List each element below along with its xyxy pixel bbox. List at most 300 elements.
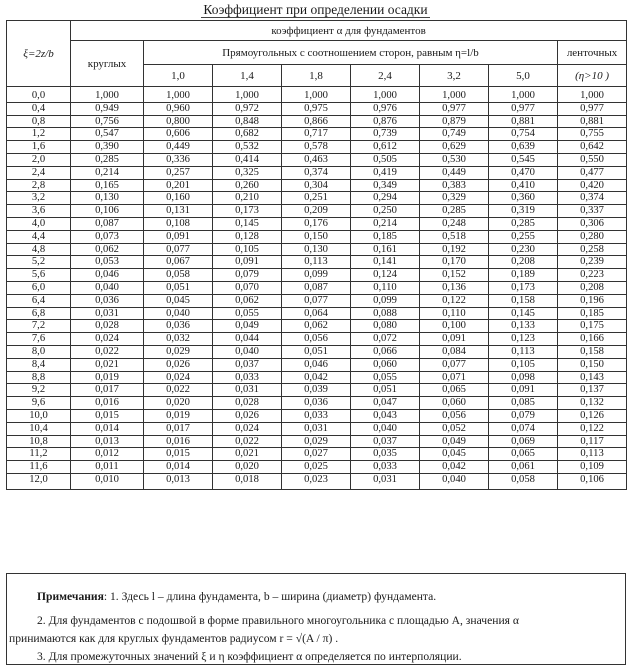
alpha-cell: 0,105 — [489, 358, 558, 371]
alpha-cell: 0,257 — [144, 166, 213, 179]
alpha-cell: 0,876 — [351, 115, 420, 128]
alpha-cell: 0,285 — [489, 217, 558, 230]
alpha-cell: 0,390 — [71, 141, 144, 154]
xi-cell: 6,4 — [7, 294, 71, 307]
alpha-cell: 0,037 — [213, 358, 282, 371]
alpha-cell: 0,062 — [282, 320, 351, 333]
alpha-cell: 0,141 — [351, 256, 420, 269]
alpha-cell: 0,158 — [558, 345, 627, 358]
alpha-cell: 0,419 — [351, 166, 420, 179]
alpha-cell: 0,530 — [420, 153, 489, 166]
alpha-cell: 0,374 — [282, 166, 351, 179]
alpha-cell: 0,975 — [282, 102, 351, 115]
xi-cell: 10,0 — [7, 409, 71, 422]
alpha-cell: 0,255 — [489, 230, 558, 243]
alpha-cell: 0,383 — [420, 179, 489, 192]
alpha-cell: 0,061 — [489, 461, 558, 474]
alpha-cell: 0,123 — [489, 333, 558, 346]
alpha-cell: 0,065 — [420, 384, 489, 397]
alpha-cell: 0,208 — [558, 281, 627, 294]
alpha-cell: 0,304 — [282, 179, 351, 192]
alpha-cell: 0,230 — [489, 243, 558, 256]
xi-header: ξ=2z/b — [7, 21, 71, 87]
alpha-cell: 0,260 — [213, 179, 282, 192]
alpha-cell: 0,017 — [71, 384, 144, 397]
alpha-cell: 0,126 — [558, 409, 627, 422]
xi-cell: 4,0 — [7, 217, 71, 230]
alpha-cell: 0,960 — [144, 102, 213, 115]
alpha-cell: 0,014 — [144, 461, 213, 474]
xi-cell: 3,2 — [7, 192, 71, 205]
alpha-cell: 0,879 — [420, 115, 489, 128]
alpha-cell: 0,755 — [558, 128, 627, 141]
alpha-cell: 0,128 — [213, 230, 282, 243]
table-row — [7, 358, 627, 371]
alpha-cell: 0,031 — [71, 307, 144, 320]
alpha-cell: 0,175 — [558, 320, 627, 333]
eta-col-header: 5,0 — [489, 65, 558, 87]
alpha-cell: 0,130 — [71, 192, 144, 205]
xi-cell: 9,2 — [7, 384, 71, 397]
alpha-cell: 0,062 — [213, 294, 282, 307]
alpha-cell: 0,051 — [351, 384, 420, 397]
eta-col-header: 2,4 — [351, 65, 420, 87]
table-row — [7, 435, 627, 448]
alpha-cell: 0,077 — [144, 243, 213, 256]
alpha-cell: 0,051 — [282, 345, 351, 358]
alpha-cell: 0,079 — [213, 269, 282, 282]
alpha-cell: 0,072 — [351, 333, 420, 346]
strip-header: ленточных — [558, 41, 627, 65]
alpha-cell: 0,015 — [144, 448, 213, 461]
eta-col-header: 1,4 — [213, 65, 282, 87]
xi-cell: 6,8 — [7, 307, 71, 320]
alpha-cell: 0,060 — [351, 358, 420, 371]
alpha-cell: 0,091 — [489, 384, 558, 397]
table-row — [7, 205, 627, 218]
alpha-cell: 0,477 — [558, 166, 627, 179]
alpha-cell: 0,033 — [282, 409, 351, 422]
alpha-cell: 1,000 — [144, 87, 213, 103]
alpha-cell: 0,463 — [282, 153, 351, 166]
alpha-cell: 0,105 — [213, 243, 282, 256]
table-row — [7, 448, 627, 461]
alpha-cell: 0,031 — [282, 422, 351, 435]
alpha-cell: 1,000 — [282, 87, 351, 103]
table-row — [7, 87, 627, 103]
alpha-cell: 0,547 — [71, 128, 144, 141]
alpha-cell: 0,106 — [71, 205, 144, 218]
alpha-cell: 0,045 — [144, 294, 213, 307]
alpha-cell: 0,629 — [420, 141, 489, 154]
table-row — [7, 294, 627, 307]
alpha-cell: 0,042 — [420, 461, 489, 474]
alpha-cell: 0,036 — [144, 320, 213, 333]
alpha-cell: 0,122 — [420, 294, 489, 307]
alpha-cell: 0,036 — [71, 294, 144, 307]
note-2-cont: принимаются как для круглых фундаментов радиусом r = √(A / π) . — [9, 632, 339, 645]
alpha-cell: 0,239 — [558, 256, 627, 269]
alpha-cell: 0,011 — [71, 461, 144, 474]
alpha-cell: 0,336 — [144, 153, 213, 166]
alpha-cell: 0,025 — [282, 461, 351, 474]
xi-cell: 2,8 — [7, 179, 71, 192]
alpha-cell: 0,550 — [558, 153, 627, 166]
alpha-cell: 0,374 — [558, 192, 627, 205]
alpha-cell: 0,055 — [213, 307, 282, 320]
alpha-cell: 0,754 — [489, 128, 558, 141]
table-row — [7, 230, 627, 243]
table-row — [7, 166, 627, 179]
table-row — [7, 384, 627, 397]
xi-cell: 7,6 — [7, 333, 71, 346]
xi-cell: 8,8 — [7, 371, 71, 384]
alpha-cell: 0,306 — [558, 217, 627, 230]
table-row — [7, 333, 627, 346]
table-row — [7, 281, 627, 294]
alpha-cell: 0,080 — [351, 320, 420, 333]
alpha-cell: 0,161 — [351, 243, 420, 256]
alpha-cell: 0,319 — [489, 205, 558, 218]
alpha-cell: 0,196 — [558, 294, 627, 307]
alpha-cell: 1,000 — [489, 87, 558, 103]
alpha-cell: 0,012 — [71, 448, 144, 461]
alpha-cell: 0,099 — [282, 269, 351, 282]
alpha-cell: 0,223 — [558, 269, 627, 282]
alpha-cell: 0,285 — [420, 205, 489, 218]
alpha-cell: 0,014 — [71, 422, 144, 435]
alpha-cell: 0,108 — [144, 217, 213, 230]
alpha-cell: 0,258 — [558, 243, 627, 256]
alpha-cell: 0,578 — [282, 141, 351, 154]
alpha-cell: 0,505 — [351, 153, 420, 166]
alpha-cell: 0,866 — [282, 115, 351, 128]
alpha-cell: 0,150 — [282, 230, 351, 243]
alpha-cell: 0,137 — [558, 384, 627, 397]
alpha-cell: 0,039 — [282, 384, 351, 397]
alpha-cell: 0,949 — [71, 102, 144, 115]
alpha-cell: 0,052 — [420, 422, 489, 435]
alpha-cell: 0,084 — [420, 345, 489, 358]
alpha-cell: 0,185 — [558, 307, 627, 320]
xi-cell: 9,6 — [7, 397, 71, 410]
alpha-cell: 0,026 — [213, 409, 282, 422]
alpha-cell: 0,062 — [71, 243, 144, 256]
alpha-cell: 0,131 — [144, 205, 213, 218]
alpha-group-header: коэффициент α для фундаментов — [71, 21, 627, 41]
alpha-cell: 0,058 — [489, 473, 558, 489]
xi-cell: 10,8 — [7, 435, 71, 448]
alpha-cell: 0,682 — [213, 128, 282, 141]
alpha-cell: 0,739 — [351, 128, 420, 141]
alpha-cell: 0,145 — [489, 307, 558, 320]
xi-cell: 7,2 — [7, 320, 71, 333]
alpha-cell: 0,977 — [489, 102, 558, 115]
alpha-cell: 0,414 — [213, 153, 282, 166]
alpha-cell: 1,000 — [558, 87, 627, 103]
alpha-cell: 0,040 — [351, 422, 420, 435]
alpha-cell: 0,117 — [558, 435, 627, 448]
table-row — [7, 243, 627, 256]
table-row — [7, 409, 627, 422]
alpha-cell: 0,285 — [71, 153, 144, 166]
alpha-cell: 0,033 — [213, 371, 282, 384]
alpha-cell: 0,015 — [71, 409, 144, 422]
alpha-cell: 0,717 — [282, 128, 351, 141]
table-row — [7, 307, 627, 320]
alpha-cell: 0,091 — [213, 256, 282, 269]
alpha-cell: 0,020 — [213, 461, 282, 474]
table-row — [7, 473, 627, 489]
alpha-cell: 0,024 — [144, 371, 213, 384]
alpha-cell: 0,470 — [489, 166, 558, 179]
alpha-cell: 0,040 — [213, 345, 282, 358]
note-1: Примечания: 1. Здесь l – длина фундамента, b – ширина (диаметр) фундамента. — [37, 590, 437, 603]
alpha-cell: 0,250 — [351, 205, 420, 218]
alpha-cell: 0,110 — [420, 307, 489, 320]
alpha-cell: 0,410 — [489, 179, 558, 192]
alpha-cell: 0,027 — [282, 448, 351, 461]
settlement-coefficient-table — [6, 20, 627, 490]
alpha-cell: 0,049 — [213, 320, 282, 333]
xi-cell: 8,4 — [7, 358, 71, 371]
alpha-cell: 0,042 — [282, 371, 351, 384]
alpha-cell: 0,032 — [144, 333, 213, 346]
alpha-cell: 0,013 — [71, 435, 144, 448]
alpha-cell: 0,040 — [420, 473, 489, 489]
alpha-cell: 0,143 — [558, 371, 627, 384]
xi-cell: 3,6 — [7, 205, 71, 218]
alpha-cell: 0,214 — [351, 217, 420, 230]
table-row — [7, 269, 627, 282]
table-row — [7, 192, 627, 205]
alpha-cell: 0,124 — [351, 269, 420, 282]
alpha-cell: 0,294 — [351, 192, 420, 205]
alpha-cell: 0,145 — [213, 217, 282, 230]
table-row — [7, 128, 627, 141]
alpha-cell: 0,173 — [489, 281, 558, 294]
alpha-cell: 0,280 — [558, 230, 627, 243]
alpha-cell: 0,077 — [420, 358, 489, 371]
alpha-cell: 0,881 — [489, 115, 558, 128]
alpha-cell: 0,058 — [144, 269, 213, 282]
alpha-cell: 0,848 — [213, 115, 282, 128]
xi-cell: 0,4 — [7, 102, 71, 115]
alpha-cell: 0,165 — [71, 179, 144, 192]
table-row — [7, 422, 627, 435]
alpha-cell: 0,077 — [282, 294, 351, 307]
alpha-cell: 0,176 — [282, 217, 351, 230]
alpha-cell: 0,113 — [489, 345, 558, 358]
alpha-cell: 0,046 — [282, 358, 351, 371]
alpha-cell: 0,545 — [489, 153, 558, 166]
table-row — [7, 102, 627, 115]
alpha-cell: 0,065 — [489, 448, 558, 461]
alpha-cell: 0,185 — [351, 230, 420, 243]
alpha-cell: 0,066 — [351, 345, 420, 358]
alpha-cell: 0,150 — [558, 358, 627, 371]
alpha-cell: 0,067 — [144, 256, 213, 269]
alpha-cell: 0,088 — [351, 307, 420, 320]
alpha-cell: 0,035 — [351, 448, 420, 461]
alpha-cell: 0,532 — [213, 141, 282, 154]
alpha-cell: 0,016 — [71, 397, 144, 410]
alpha-cell: 0,013 — [144, 473, 213, 489]
xi-cell: 5,2 — [7, 256, 71, 269]
xi-cell: 0,0 — [7, 87, 71, 103]
alpha-cell: 0,209 — [282, 205, 351, 218]
table-row — [7, 345, 627, 358]
alpha-cell: 0,021 — [71, 358, 144, 371]
alpha-cell: 0,136 — [420, 281, 489, 294]
alpha-cell: 0,639 — [489, 141, 558, 154]
xi-cell: 4,8 — [7, 243, 71, 256]
alpha-cell: 0,033 — [351, 461, 420, 474]
eta-col-header: 1,8 — [282, 65, 351, 87]
alpha-cell: 0,070 — [213, 281, 282, 294]
alpha-cell: 0,606 — [144, 128, 213, 141]
alpha-cell: 0,049 — [420, 435, 489, 448]
notes-box — [6, 573, 626, 665]
alpha-cell: 0,091 — [144, 230, 213, 243]
alpha-cell: 0,977 — [420, 102, 489, 115]
alpha-cell: 0,051 — [144, 281, 213, 294]
xi-cell: 2,4 — [7, 166, 71, 179]
alpha-cell: 0,028 — [213, 397, 282, 410]
xi-cell: 8,0 — [7, 345, 71, 358]
alpha-cell: 0,024 — [71, 333, 144, 346]
alpha-cell: 0,329 — [420, 192, 489, 205]
alpha-cell: 0,060 — [420, 397, 489, 410]
alpha-cell: 0,210 — [213, 192, 282, 205]
table-row — [7, 371, 627, 384]
alpha-cell: 0,091 — [420, 333, 489, 346]
alpha-cell: 0,056 — [282, 333, 351, 346]
strip-condition: (η>10 ) — [558, 65, 627, 87]
alpha-cell: 0,800 — [144, 115, 213, 128]
xi-cell: 11,2 — [7, 448, 71, 461]
alpha-cell: 0,026 — [144, 358, 213, 371]
alpha-cell: 0,043 — [351, 409, 420, 422]
alpha-cell: 0,085 — [489, 397, 558, 410]
table-row — [7, 256, 627, 269]
alpha-cell: 0,045 — [420, 448, 489, 461]
alpha-cell: 0,160 — [144, 192, 213, 205]
eta-col-header: 3,2 — [420, 65, 489, 87]
round-header: круглых — [71, 41, 144, 87]
alpha-cell: 0,037 — [351, 435, 420, 448]
alpha-cell: 0,022 — [213, 435, 282, 448]
alpha-cell: 0,133 — [489, 320, 558, 333]
alpha-cell: 0,977 — [558, 102, 627, 115]
alpha-cell: 0,201 — [144, 179, 213, 192]
note-2: 2. Для фундаментов с подошвой в форме правильного многоугольника с площадью A, значения α — [37, 614, 519, 627]
alpha-cell: 0,069 — [489, 435, 558, 448]
alpha-cell: 0,031 — [351, 473, 420, 489]
table-row — [7, 115, 627, 128]
table-title: Коэффициент при определении осадки — [203, 2, 428, 17]
alpha-cell: 0,044 — [213, 333, 282, 346]
alpha-cell: 0,132 — [558, 397, 627, 410]
alpha-cell: 0,100 — [420, 320, 489, 333]
alpha-cell: 0,166 — [558, 333, 627, 346]
alpha-cell: 0,189 — [489, 269, 558, 282]
alpha-cell: 0,019 — [144, 409, 213, 422]
alpha-cell: 0,337 — [558, 205, 627, 218]
alpha-cell: 0,158 — [489, 294, 558, 307]
alpha-cell: 0,881 — [558, 115, 627, 128]
alpha-cell: 0,749 — [420, 128, 489, 141]
xi-cell: 0,8 — [7, 115, 71, 128]
alpha-cell: 0,064 — [282, 307, 351, 320]
alpha-cell: 0,046 — [71, 269, 144, 282]
alpha-cell: 0,098 — [489, 371, 558, 384]
alpha-cell: 0,023 — [282, 473, 351, 489]
alpha-cell: 0,021 — [213, 448, 282, 461]
xi-cell: 12,0 — [7, 473, 71, 489]
alpha-cell: 0,192 — [420, 243, 489, 256]
alpha-cell: 0,016 — [144, 435, 213, 448]
alpha-cell: 0,099 — [351, 294, 420, 307]
alpha-cell: 0,642 — [558, 141, 627, 154]
xi-cell: 1,6 — [7, 141, 71, 154]
alpha-cell: 0,170 — [420, 256, 489, 269]
alpha-cell: 0,029 — [282, 435, 351, 448]
alpha-cell: 0,019 — [71, 371, 144, 384]
alpha-cell: 0,055 — [351, 371, 420, 384]
alpha-cell: 1,000 — [213, 87, 282, 103]
alpha-cell: 0,087 — [71, 217, 144, 230]
alpha-cell: 0,017 — [144, 422, 213, 435]
eta-col-header: 1,0 — [144, 65, 213, 87]
alpha-cell: 0,028 — [71, 320, 144, 333]
xi-cell: 4,4 — [7, 230, 71, 243]
alpha-cell: 0,020 — [144, 397, 213, 410]
alpha-cell: 0,047 — [351, 397, 420, 410]
alpha-cell: 0,079 — [489, 409, 558, 422]
note-3: 3. Для промежуточных значений ξ и η коэффициент α определяется по интерполяции. — [37, 650, 462, 663]
xi-cell: 10,4 — [7, 422, 71, 435]
alpha-cell: 0,031 — [213, 384, 282, 397]
alpha-cell: 0,420 — [558, 179, 627, 192]
table-row — [7, 461, 627, 474]
alpha-cell: 0,087 — [282, 281, 351, 294]
alpha-cell: 0,022 — [71, 345, 144, 358]
alpha-cell: 0,113 — [558, 448, 627, 461]
alpha-cell: 0,106 — [558, 473, 627, 489]
alpha-cell: 0,612 — [351, 141, 420, 154]
table-row — [7, 320, 627, 333]
alpha-cell: 1,000 — [351, 87, 420, 103]
alpha-cell: 0,110 — [351, 281, 420, 294]
alpha-cell: 0,029 — [144, 345, 213, 358]
alpha-cell: 0,518 — [420, 230, 489, 243]
alpha-cell: 0,109 — [558, 461, 627, 474]
alpha-cell: 0,122 — [558, 422, 627, 435]
alpha-cell: 0,972 — [213, 102, 282, 115]
alpha-cell: 0,073 — [71, 230, 144, 243]
alpha-cell: 0,325 — [213, 166, 282, 179]
xi-cell: 1,2 — [7, 128, 71, 141]
alpha-cell: 0,152 — [420, 269, 489, 282]
alpha-cell: 0,173 — [213, 205, 282, 218]
alpha-cell: 0,208 — [489, 256, 558, 269]
alpha-cell: 0,248 — [420, 217, 489, 230]
alpha-cell: 0,036 — [282, 397, 351, 410]
alpha-cell: 0,040 — [71, 281, 144, 294]
alpha-cell: 0,449 — [420, 166, 489, 179]
rect-group-header: Прямоугольных с соотношением сторон, равным η=l/b — [144, 41, 558, 65]
